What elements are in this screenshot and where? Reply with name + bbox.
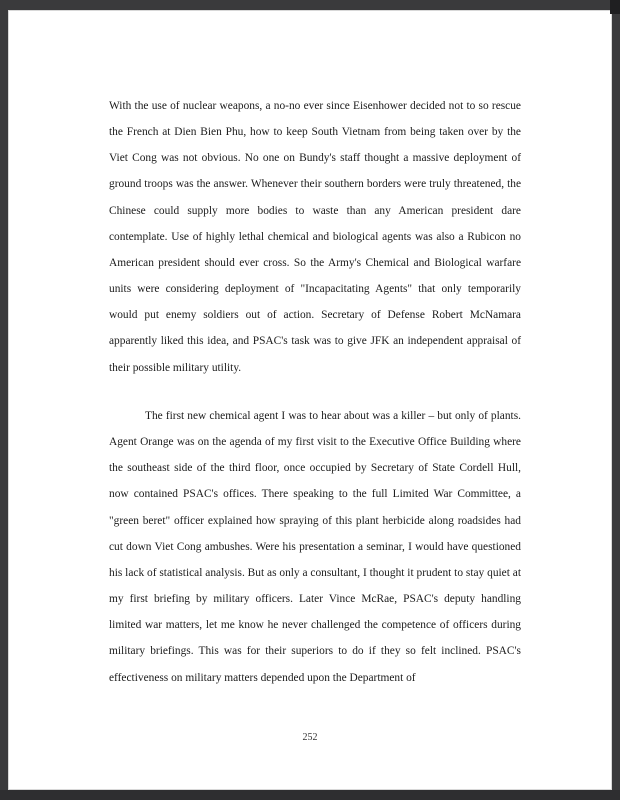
scan-corner-shadow (610, 0, 620, 14)
document-page (8, 10, 612, 790)
scan-background-edge (0, 790, 620, 800)
page-number: 252 (302, 732, 318, 743)
body-paragraph-2: The first new chemical agent I was to hear about was a killer – but only of plants. Agent Orange was on the agenda of my first visit to the Executive Office Building where the southeast side of the third floor, once occupied by Secretary of State Cordell Hull, now contained PSAC's offices. There speaking to the full Limited War Committee, a "green beret" officer explained how spraying of this plant herbicide along roadsides had cut down Viet Cong ambushes. Were his presentation a seminar, I would have questioned his lack of statistical analysis. But as only a consultant, I thought it prudent to stay quiet at my first briefing by military officers. Later Vince McRae, PSAC's deputy handling limited war matters, let me know he never challenged the competence of officers during military briefings. This was for their superiors to do if they so felt inclined. PSAC's effectiveness on military matters depended upon the Department of (109, 410, 521, 684)
body-paragraph-1: With the use of nuclear weapons, a no-no ever since Eisenhower decided not to so rescue the French at Dien Bien Phu, how to keep South Vietnam from being taken over by the Viet Cong was not obvious. No one on Bundy's staff thought a massive deployment of ground troops was the answer. Whenever their southern borders were truly threatened, the Chinese could supply more bodies to waste than any American president dare contemplate. Use of highly lethal chemical and biological agents was also a Rubicon no American president should ever cross. So the Army's Chemical and Biological warfare units were considering deployment of "Incapacitating Agents" that only temporarily would put enemy soldiers out of action. Secretary of Defense Robert McNamara apparently liked this idea, and PSAC's task was to give JFK an independent appraisal of their possible military utility. (109, 100, 521, 374)
